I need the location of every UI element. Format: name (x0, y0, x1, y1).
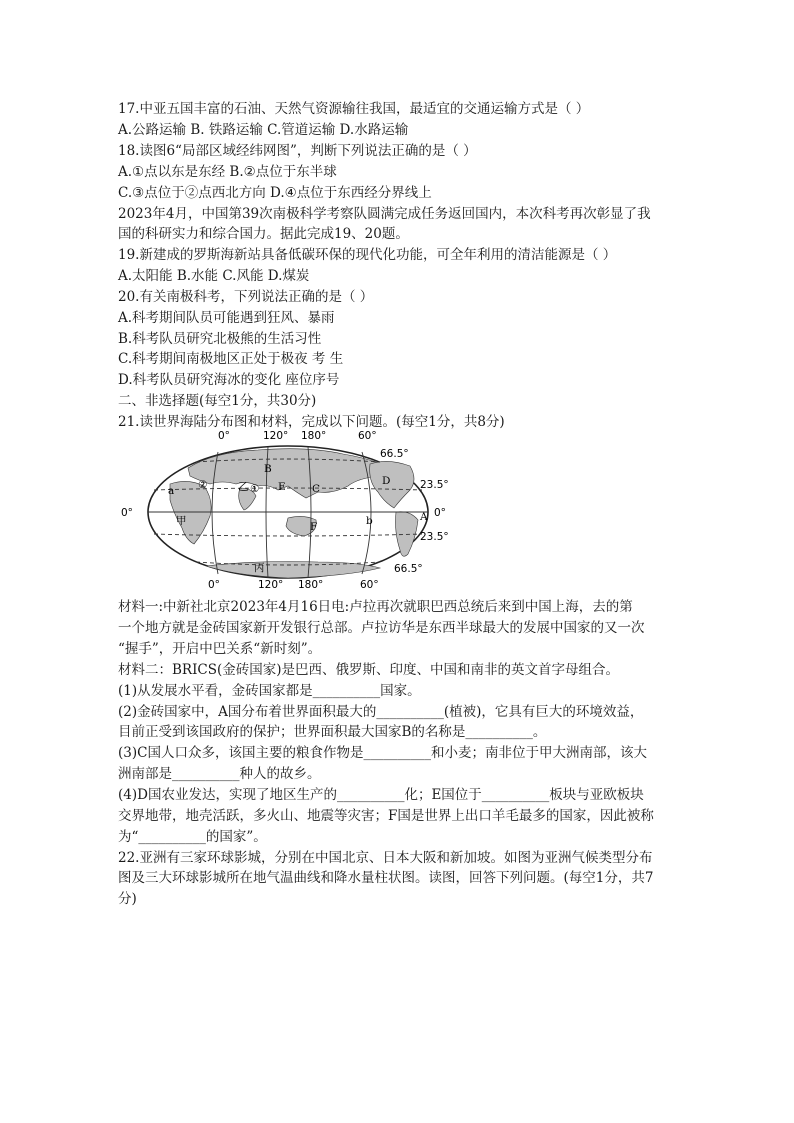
q21-material1-line3: “握手”，开启中巴关系“新时刻”。 (118, 641, 322, 657)
q21-part2-line2: 目前正受到该国政府的保护；世界面积最大国家B的名称是__________。 (118, 724, 547, 740)
map-lat-label: 0° (121, 507, 133, 519)
q20-option-a: A.科考期间队员可能遇到狂风、暴雨 (118, 310, 335, 326)
q21-part3-line1: (3)C国人口众多，该国主要的粮食作物是__________和小麦；南非位于甲大洲南部，该大 (118, 745, 647, 761)
intro-19-20-line1: 2023年4月，中国第39次南极科学考察队圆满完成任务返回国内，本次科考再次彰显了我 (118, 206, 651, 222)
map-lat-label: 66.5° (394, 563, 423, 575)
q22-line2: 图及三大环球影城所在地气温曲线和降水量柱状图。读图，回答下列问题。(每空1分，共7 (118, 870, 654, 886)
section-2-heading: 二、非选择题(每空1分，共30分) (118, 393, 317, 409)
map-point-A: A (420, 511, 428, 523)
q21-material2: 材料二：BRICS(金砖国家)是巴西、俄罗斯、印度、中国和南非的英文首字母组合。 (118, 662, 620, 678)
map-lat-label: 23.5° (420, 531, 449, 543)
world-land-sea-map (118, 428, 464, 590)
q20-option-c: C.科考期间南极地区正处于极夜 考 生 (118, 351, 344, 367)
map-point-F: F (310, 521, 318, 533)
map-lat-label: 66.5° (380, 448, 409, 460)
map-region-jia: 甲 (176, 515, 187, 527)
map-lon-label: 60° (360, 579, 379, 590)
map-point-E: E (278, 481, 286, 493)
q22-line3: 分) (118, 891, 137, 907)
q17-stem: 17.中亚五国丰富的石油、天然气资源输往我国，最适宜的交通运输方式是（ ） (118, 101, 590, 117)
map-lon-label: 180° (298, 579, 324, 590)
map-point-D: D (382, 475, 391, 487)
map-point-b: b (366, 515, 373, 527)
q21-part4-line1: (4)D国农业发达，实现了地区生产的__________化；E国位于__________板块与亚欧板块 (118, 787, 644, 803)
map-lon-label: 0° (218, 430, 230, 442)
map-region-yi: 乙 (238, 481, 249, 493)
q21-part4-line3: 为“__________的国家”。 (118, 829, 267, 845)
q21-part4-line2: 交界地带，地壳活跃，多火山、地震等灾害；F国是世界上出口羊毛最多的国家，因此被称 (118, 808, 654, 824)
map-lat-label: 23.5° (420, 479, 449, 491)
map-circle-1: ① (250, 483, 260, 495)
map-point-a: a (168, 485, 175, 497)
q21-material1-line2: 一个地方就是金砖国家新开发银行总部。卢拉访华是东西半球最大的发展中国家的又一次 (118, 620, 645, 636)
intro-19-20-line2: 国的科研实力和综合国力。据此完成19、20题。 (118, 226, 409, 242)
q19-options: A.太阳能 B.水能 C.风能 D.煤炭 (118, 268, 310, 284)
q20-stem: 20.有关南极科考，下列说法正确的是（ ） (118, 289, 374, 305)
q18-options-2: C.③点位于②点西北方向 D.④点位于东西经分界线上 (118, 185, 432, 201)
q18-options-1: A.①点以东是东经 B.②点位于东半球 (118, 164, 337, 180)
map-lat-label: 0° (434, 507, 446, 519)
map-lon-label: 60° (358, 430, 377, 442)
q21-material1-line1: 材料一:中新社北京2023年4月16日电:卢拉再次就职巴西总统后来到中国上海，去的第 (118, 599, 633, 615)
q17-options: A.公路运输 B. 铁路运输 C.管道运输 D.水路运输 (118, 122, 409, 138)
q21-stem: 21.读世界海陆分布图和材料，完成以下问题。(每空1分，共8分) (118, 414, 505, 430)
map-point-C: C (312, 483, 321, 495)
q21-part3-line2: 洲南部是__________种人的故乡。 (118, 766, 321, 782)
map-circle-2: ② (198, 479, 208, 491)
q19-stem: 19.新建成的罗斯海新站具备低碳环保的现代化功能，可全年利用的清洁能源是（ ） (118, 247, 617, 263)
map-lon-label: 180° (301, 430, 327, 442)
q20-option-b: B.科考队员研究北极熊的生活习性 (118, 331, 322, 347)
map-lon-label: 120° (263, 430, 289, 442)
q21-part2-line1: (2)金砖国家中，A国分布着世界面积最大的__________(植被)，它具有巨大的环境效益， (118, 704, 644, 720)
q22-line1: 22.亚洲有三家环球影城，分别在中国北京、日本大阪和新加坡。如图为亚洲气候类型分布 (118, 850, 653, 866)
map-lon-label: 120° (258, 579, 284, 590)
map-lon-label: 0° (208, 579, 220, 590)
q18-stem: 18.读图6“局部区域经纬网图”，判断下列说法正确的是（ ） (118, 143, 477, 159)
map-region-bing: 丙 (254, 562, 265, 574)
q21-part1: (1)从发展水平看，金砖国家都是__________国家。 (118, 683, 421, 699)
map-point-B: B (264, 463, 272, 475)
q20-option-d: D.科考队员研究海冰的变化 座位序号 (118, 372, 340, 388)
